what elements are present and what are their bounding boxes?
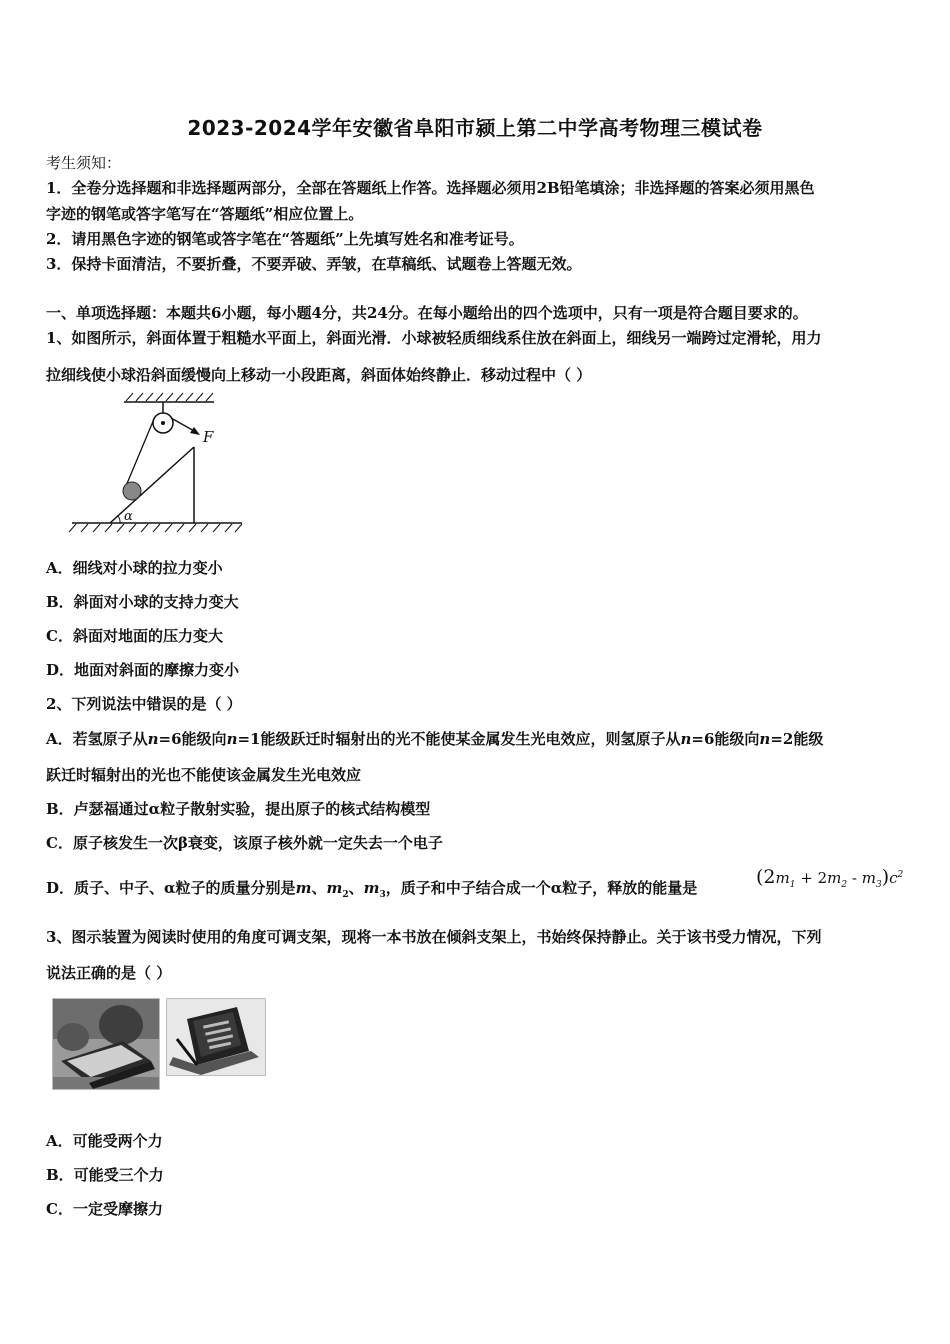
ground-hatch (69, 524, 242, 532)
incline-slope (110, 447, 194, 523)
formula-open: (2 (756, 866, 776, 888)
q2-option-a (46, 728, 823, 749)
q1-stem-line2: 拉细线使小球沿斜面缓慢向上移动一小段距离，斜面体始终静止．移动过程中（ ） (46, 366, 592, 384)
formula-plus: + 2 (795, 869, 828, 887)
reading-stand-photo-2 (167, 999, 265, 1075)
q2-a-text4: =6能级向 (691, 730, 760, 748)
formula-c: c (889, 869, 898, 887)
q2-d-text2: ，质子和中子结合成一个α粒子，释放的能量是 (385, 879, 698, 897)
q2-d-sub3: 3 (379, 890, 386, 900)
q1-stem-line1: 1、如图所示，斜面体置于粗糙水平面上，斜面光滑．小球被轻质细线系住放在斜面上，细线另一端跨过定滑轮，用力 (46, 329, 822, 347)
q2-d-text1: D．质子、中子、α粒子的质量分别是 (46, 879, 296, 897)
string-left (126, 419, 154, 486)
q1-option-d: D．地面对斜面的摩擦力变小 (46, 661, 240, 679)
q1-option-a: A．细线对小球的拉力变小 (46, 559, 223, 577)
q2-d-sep1: 、 (311, 879, 327, 897)
q2-option-b: B．卢瑟福通过α粒子散射实验，提出原子的核式结构模型 (46, 800, 431, 818)
notice-item-2: 2．请用黑色字迹的钢笔或答字笔在“答题纸”上先填写姓名和准考证号。 (46, 230, 524, 248)
q2-d-m2: m (326, 879, 343, 897)
q2-option-d (46, 877, 697, 900)
notice-heading: 考生须知： (46, 154, 122, 172)
formula-sub1: 1 (789, 880, 796, 890)
q2-option-c: C．原子核发生一次β衰变，该原子核外就一定失去一个电子 (46, 834, 443, 852)
formula-close: ) (881, 866, 890, 888)
q3-option-a: A．可能受两个力 (46, 1132, 163, 1150)
q3-stem-line2: 说法正确的是（ ） (46, 964, 172, 982)
q2-d-m3: m (363, 879, 380, 897)
q2-a-n4: n (759, 730, 771, 748)
notice-item-1a: 1．全卷分选择题和非选择题两部分，全部在答题纸上作答。选择题必须用2B铅笔填涂；非选择题的答案必须用黑色 (46, 179, 815, 197)
q2-a-n2: n (226, 730, 238, 748)
formula-sub3: 3 (875, 880, 882, 890)
q3-stem-line1: 3、图示装置为阅读时使用的角度可调支架，现将一本书放在倾斜支架上，书始终保持静止。关于该书受力情况，下列 (46, 928, 822, 946)
section-heading: 一、单项选择题：本题共6小题，每小题4分，共24分。在每小题给出的四个选项中，只有一项是符合题目要求的。 (46, 304, 808, 322)
incline-diagram (66, 390, 256, 540)
angle-arc (118, 516, 120, 523)
q1-option-b: B．斜面对小球的支持力变大 (46, 593, 239, 611)
reading-stand-photo-1 (53, 999, 159, 1089)
formula-m2: m (827, 869, 842, 887)
q3-photo-left (52, 998, 160, 1090)
formula-minus: - (847, 869, 862, 887)
pulley-axle (161, 421, 165, 425)
q3-option-c: C．一定受摩擦力 (46, 1200, 163, 1218)
ball (123, 482, 141, 500)
q2-a-text3: =1能级跃迁时辐射出的光不能使某金属发生光电效应，则氢原子从 (237, 730, 681, 748)
q2-a-text2: =6能级向 (158, 730, 227, 748)
q2-a-text1: A．若氢原子从 (46, 730, 148, 748)
page-title: 2023-2024学年安徽省阜阳市颍上第二中学高考物理三模试卷 (187, 116, 763, 140)
q1-figure (66, 390, 256, 544)
ceiling-hatch (126, 393, 213, 401)
q2-a-text5: =2能级 (770, 730, 824, 748)
notice-item-1b: 字迹的钢笔或答字笔写在“答题纸”相应位置上。 (46, 205, 364, 223)
force-arrowhead (190, 427, 200, 435)
force-label: F (203, 428, 214, 446)
q3-photo-right (166, 998, 266, 1076)
q2-a-n3: n (680, 730, 692, 748)
angle-label: α (124, 509, 133, 524)
q2-stem: 2、下列说法中错误的是（ ） (46, 695, 242, 713)
q2-d-m1: m (295, 879, 312, 897)
formula-m3: m (861, 869, 876, 887)
energy-formula (756, 866, 903, 890)
q2-a-n1: n (147, 730, 159, 748)
formula-m1: m (775, 869, 790, 887)
q1-option-c: C．斜面对地面的压力变大 (46, 627, 223, 645)
formula-square: 2 (897, 870, 904, 880)
formula-sub2: 2 (841, 880, 848, 890)
notice-item-3: 3．保持卡面清洁，不要折叠，不要弄破、弄皱，在草稿纸、试题卷上答题无效。 (46, 255, 582, 273)
q2-d-sub2: 2 (342, 890, 349, 900)
q3-option-b: B．可能受三个力 (46, 1166, 164, 1184)
q2-option-a-cont: 跃迁时辐射出的光也不能使该金属发生光电效应 (46, 766, 362, 784)
q2-d-sep2: 、 (348, 879, 364, 897)
